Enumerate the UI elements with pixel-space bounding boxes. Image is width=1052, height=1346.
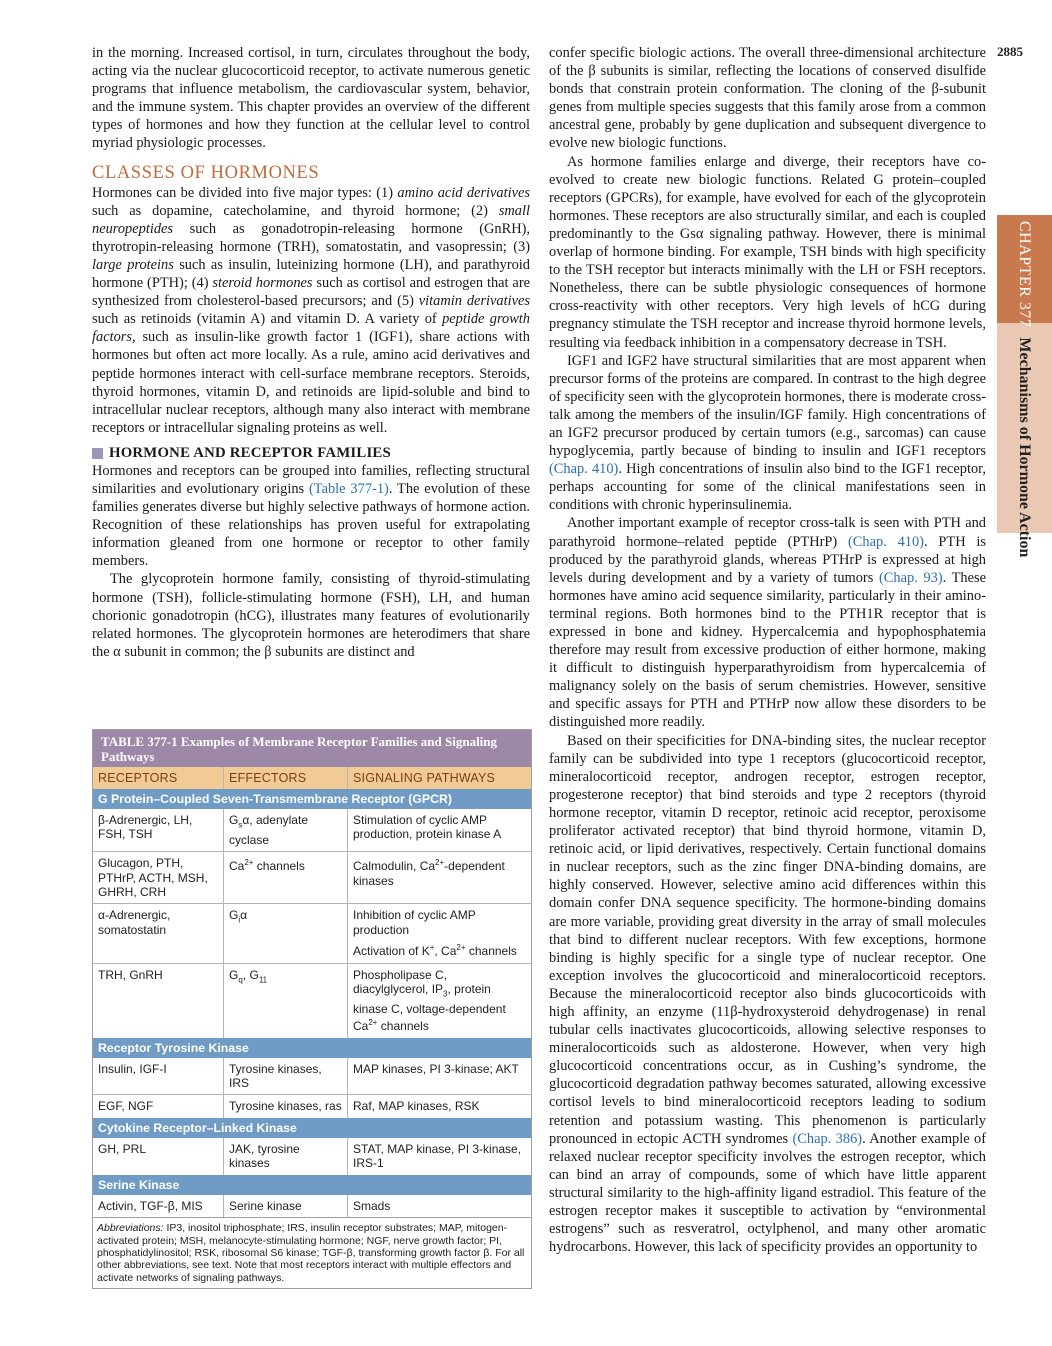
page-number: 2885 xyxy=(997,44,1023,59)
section-receptor-tyrosine-kinase: Receptor Tyrosine Kinase xyxy=(93,1038,531,1058)
right-paragraph-4: Another important example of receptor cross-talk is seen with PTH and parathyroid hormone–related peptide (PTHrP) (Chap. 410). PTH is produced by the parathyroid glands, whereas PTHrP is expressed at high levels during development and by a variety of tumors (Chap. 93). These hormones have amino acid sequence similarity, particularly in their amino-terminal regions. Both hormones bind to the PTH1R receptor that is expressed in bone and kidney. Hypercalcemia and hypophosphatemia therefore may result from excessive production of either hormone, making it difficult to distinguish hyperparathyroidism from hypercalcemia of malignancy solely on the basis of serum chemistries. However, sensitive and specific assays for PTH and PTHrP now allow these disorders to be distinguished more readily. xyxy=(549,515,986,731)
section-cytokine-receptor: Cytokine Receptor–Linked Kinase xyxy=(93,1118,531,1138)
header-effectors: EFFECTORS xyxy=(224,767,348,789)
right-paragraph-5: Based on their specificities for DNA-binding sites, the nuclear receptor family can be subdivided into type 1 receptors (glucocorticoid receptor, mineralocorticoid receptor, androgen receptor, estrogen receptor, progesterone receptor) that bind steroids and type 2 receptors (thyroid hormone receptor, vitamin D receptor, retinoic acid receptor, peroxisome proliferator activated receptor) that bind thyroid hormone, vitamin D, retinoic acid, or lipid derivatives, respectively. Certain functional domains in nuclear receptors, such as the zinc finger DNA-binding domains, are highly conserved. However, selective amino acid differences within this domain confer DNA sequence specificity. The hormone-binding domains are more variable, providing great diversity in the array of small molecules that bind to different nuclear receptors. With few exceptions, hormone binding is highly specific for a single type of nuclear receptor. One exception involves the glucocorticoid and mineralocorticoid receptors. Because the mineralocorticoid receptor also binds glucocorticoids with high affinity, an enzyme (11β-hydroxysteroid dehydrogenase) in renal tubular cells inactivates glucocorticoids, allowing selective responses to mineralocorticoids such as aldosterone. However, when very high glucocorticoid concentrations occur, as in Cushing’s syndrome, the glucocorticoid degradation pathway becomes saturated, allowing excessive cortisol levels to bind mineralocorticoid receptors leading to sodium retention and potassium wasting. This phenomenon is particularly pronounced in ectopic ACTH syndromes (Chap. 386). Another example of relaxed nuclear receptor specificity involves the estrogen receptor, which can bind an array of compounds, some of which have little apparent structural similarity to the high-affinity ligand estradiol. This feature of the estrogen receptor makes it susceptible to activation by “environmental estrogens” such as resveratrol, octylphenol, and many other aromatic hydrocarbons. However, this lack of specificity provides an opportunity to xyxy=(549,732,986,1256)
cell-signaling: MAP kinases, PI 3-kinase; AKT xyxy=(353,1061,519,1076)
cell-receptor: Insulin, IGF-I xyxy=(93,1058,224,1095)
table-row xyxy=(93,1058,531,1096)
classes-paragraph: Hormones can be divided into five major types: (1) amino acid derivatives such as dopamine, catecholamine, and thyroid hormone; (2) small neuropeptides such as gonadotropin-releasing hormone (GnRH), thyrotropin-releasing hormone (TRH), somatostatin, and vasopressin; (3) large proteins such as insulin, luteinizing hormone (LH), and parathyroid hormone (PTH); (4) steroid hormones such as cortisol and estrogen that are synthesized from cholesterol-based precursors; and (5) vitamin derivatives such as retinoids (vitamin A) and vitamin D. A variety of peptide growth factors, such as insulin-like growth factor 1 (IGF1), share actions with hormones but often act more locally. As a rule, amino acid derivatives and peptide hormones interact with cell-surface membrane receptors. Steroids, thyroid hormones, vitamin D, and retinoids are lipid-soluble and bind to intracellular nuclear receptors, although many also interact with membrane receptors or intracellular signaling proteins as well. xyxy=(92,184,531,436)
intro-paragraph: in the morning. Increased cortisol, in turn, circulates throughout the body, acting via the nuclear glucocorticoid receptor, to activate numerous genetic programs that influence metabolism, the cardiovascular system, behavior, and the immune system. This chapter provides an overview of the different types of hormones and how they function at the cellular level to control myriad physiologic processes. xyxy=(92,45,530,152)
table-row xyxy=(93,852,531,904)
cell-effector: Tyrosine kinases, IRS xyxy=(224,1058,348,1095)
cell-effector: Tyrosine kinases, ras xyxy=(224,1095,348,1117)
chapter-side-tab xyxy=(997,215,1052,558)
section-serine-kinase: Serine Kinase xyxy=(93,1175,531,1195)
side-tab-chapter: CHAPTER 377 xyxy=(1016,221,1033,328)
cell-signaling: Phospholipase C, diacylglycerol, $IP_3$, protein kinase C, voltage-dependent $Ca^{2+}$ channels xyxy=(353,967,506,1034)
cell-signaling: Calmodulin, $Ca^{2+}$-dependent kinases xyxy=(353,858,505,888)
cell-signaling: STAT, MAP kinase, PI 3-kinase, IRS-1 xyxy=(353,1141,522,1171)
table-title: TABLE 377-1 Examples of Membrane Receptor Families and Signaling Pathways xyxy=(93,730,531,767)
table-row xyxy=(93,1195,531,1217)
table-row xyxy=(93,1095,531,1117)
heading-square-icon xyxy=(92,448,103,459)
table-link[interactable]: (Table 377-1) xyxy=(309,480,389,497)
section-gpcr: G Protein–Coupled Seven-Transmembrane Receptor (GPCR) xyxy=(93,789,531,809)
chap-386-link[interactable]: (Chap. 386) xyxy=(792,1130,863,1147)
right-paragraph-3: IGF1 and IGF2 have structural similarities that are most apparent when precursor forms of the proteins are compared. In contrast to the high degree of specificity seen with the glycoprotein hormones, there is moderate cross-talk among the members of the insulin/IGF family. High concentrations of an IGF2 precursor produced by certain tumors (e.g., sarcomas) can cause hypoglycemia, partly because of binding to insulin and IGF1 receptors (Chap. 410). High concentrations of insulin also bind to the IGF1 receptor, perhaps accounting for some of the clinical manifestations seen in conditions with chronic hyperinsulinemia. xyxy=(549,352,986,514)
cell-effector: $Ca^{2+}$ channels xyxy=(224,852,348,903)
table-row xyxy=(93,904,531,963)
side-tab-title: Mechanisms of Hormone Action xyxy=(1016,337,1033,558)
table-row xyxy=(93,809,531,852)
families-paragraph: Hormones and receptors can be grouped into families, reflecting structural similarities and evolutionary origins (Table 377-1). The evolution of these families generates diverse but highly selective pathways of hormone action. Recognition of these relationships has proven useful for extrapolating information gleaned from one hormone or receptor to other family members. xyxy=(92,462,531,570)
cell-effector: JAK, tyrosine kinases xyxy=(224,1138,348,1175)
classes-heading: CLASSES OF HORMONES xyxy=(92,162,320,183)
glycoprotein-paragraph: The glycoprotein hormone family, consisting of thyroid-stimulating hormone (TSH), follicle-stimulating hormone (FSH), LH, and human chorionic gonadotropin (hCG), illustrates many features of evolutionarily related hormones. The glycoprotein hormones are heterodimers that share the α subunit in common; the β subunits are distinct and xyxy=(92,571,530,660)
cell-receptor: GH, PRL xyxy=(93,1138,224,1175)
cell-signaling: Raf, MAP kinases, RSK xyxy=(353,1099,480,1114)
table-row xyxy=(93,1138,531,1175)
chap-410-link[interactable]: (Chap. 410) xyxy=(848,533,924,550)
cell-receptor: TRH, GnRH xyxy=(93,964,224,1038)
families-heading: HORMONE AND RECEPTOR FAMILIES xyxy=(92,445,530,462)
chap-410-link[interactable]: (Chap. 410) xyxy=(549,461,619,478)
cell-effector: $G_i\alpha$ xyxy=(224,904,348,962)
cell-signaling: Smads xyxy=(353,1198,391,1213)
right-column xyxy=(549,44,986,1256)
table-377-1 xyxy=(92,729,532,1289)
cell-signaling: Stimulation of cyclic AMP production, protein kinase A xyxy=(353,813,502,842)
cell-effector: $G_q$, $G_{11}$ xyxy=(224,964,348,1038)
cell-receptor: β-Adrenergic, LH, FSH, TSH xyxy=(93,809,224,851)
cell-effector: Serine kinase xyxy=(224,1195,348,1217)
cell-receptor: α-Adrenergic, somatostatin xyxy=(93,904,224,962)
header-receptors: RECEPTORS xyxy=(93,767,224,789)
left-column xyxy=(92,44,530,661)
cell-receptor: EGF, NGF xyxy=(93,1095,224,1117)
cell-signaling: Inhibition of cyclic AMP production Activation of K+, $Ca^{2+}$ channels xyxy=(353,908,517,959)
right-paragraph-1: confer specific biologic actions. The overall three-dimensional architecture of the β subunits is similar, reflecting the locations of conserved disulfide bonds that constrain protein conformation. The cloning of the β-subunit genes from multiple species suggests that this family arose from a common ancestral gene, probably by gene duplication and subsequent divergence to evolve new biologic functions. xyxy=(549,45,986,152)
table-header-row xyxy=(93,767,531,789)
chap-93-link[interactable]: (Chap. 93) xyxy=(879,569,943,586)
table-row xyxy=(93,964,531,1038)
header-signaling: SIGNALING PATHWAYS xyxy=(353,771,496,785)
table-footnote: Abbreviations: IP3, inositol triphosphate; IRS, insulin receptor substrates; MAP, mitogen-activated protein; MSH, melanocyte-stimulating hormone; NGF, nerve growth factor; PI, phosphatidylinositol; RSK, ribosomal S6 kinase; TGF-β, transforming growth factor β. For all other abbreviations, see text. Note that most receptors interact with multiple effectors and activate networks of signaling pathways. xyxy=(93,1217,531,1288)
cell-receptor: Activin, TGF-β, MIS xyxy=(93,1195,224,1217)
side-tab-text xyxy=(1015,221,1033,557)
right-paragraph-2: As hormone families enlarge and diverge, their receptors have co-evolved to create new biologic functions. Related G protein–coupled receptors (GPCRs), for example, have evolved for each of the glycoprotein hormones. These receptors are also structurally similar, and each is coupled predominantly to the Gsα signaling pathway. However, there is minimal overlap of hormone binding. For example, TSH binds with high specificity to the TSH receptor but interacts minimally with the LH or FSH receptors. Nonetheless, there can be subtle physiologic consequences of hormone cross-reactivity with other receptors. Very high levels of hCG during pregnancy stimulate the TSH receptor and increase thyroid hormone levels, resulting via feedback inhibition in a compensatory decrease in TSH. xyxy=(549,153,986,351)
cell-receptor: Glucagon, PTH, PTHrP, ACTH, MSH, GHRH, CRH xyxy=(93,852,224,903)
cell-effector: $G_s\alpha$, adenylate cyclase xyxy=(224,809,348,851)
